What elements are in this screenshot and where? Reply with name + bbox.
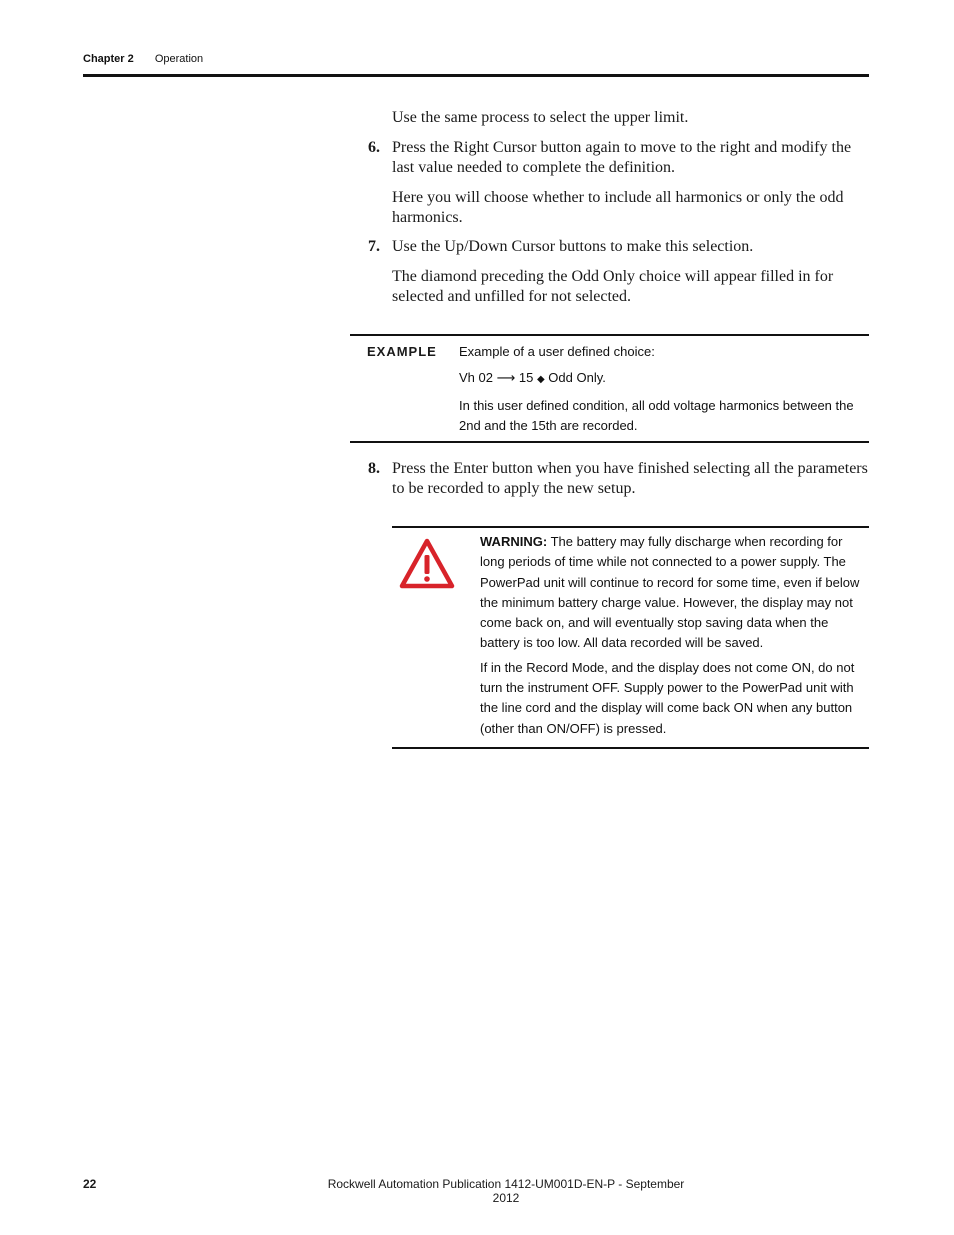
para-harmonics: Here you will choose whether to include all harmonics or only the odd harmonics. — [392, 189, 844, 226]
example-box — [350, 334, 869, 443]
chapter-label: Chapter 2 — [83, 53, 134, 65]
example-line-start: Vh 02 — [459, 370, 493, 385]
warning-box — [392, 526, 869, 749]
running-header — [83, 53, 203, 65]
example-line-end: Odd Only. — [548, 370, 606, 385]
warning-triangle-icon — [399, 538, 455, 590]
header-rule — [83, 74, 869, 77]
step-text: Use the Up/Down Cursor buttons to make this selection. — [392, 238, 754, 255]
example-label: EXAMPLE — [367, 344, 437, 359]
step-text: Press the Enter button when you have finished selecting all the parameters to be recorded to apply the new setup. — [392, 460, 868, 497]
para-diamond: The diamond preceding the Odd Only choice will appear filled in for selected and unfilled for not selected. — [392, 268, 834, 305]
step-text: Press the Right Cursor button again to move to the right and modify the last value needed to complete the definition. — [392, 139, 852, 176]
warning-para-1 — [480, 532, 869, 654]
step-number: 6. — [368, 139, 380, 156]
publication-info: Rockwell Automation Publication 1412-UM001D-EN-P - September 2012 — [327, 1177, 685, 1205]
step-8 — [368, 459, 868, 499]
step-6 — [368, 138, 868, 178]
step-number: 7. — [368, 238, 380, 255]
example-note: In this user defined condition, all odd voltage harmonics between the 2nd and the 15th are recorded. — [459, 398, 854, 433]
section-label: Operation — [154, 53, 204, 65]
step-number: 8. — [368, 460, 380, 477]
arrow-right-icon: ⟶ — [496, 371, 516, 386]
warning-text-1: The battery may fully discharge when recording for long periods of time while not connected to a power supply. The PowerPad unit will continue to record for some time, even if below the minimum battery charge value. However, the display may not come back on, and will eventually stop saving data when the battery is too low. All data recorded will be saved. — [480, 534, 860, 651]
example-content — [459, 342, 869, 442]
warning-content — [480, 532, 869, 743]
page-number: 22 — [83, 1177, 97, 1191]
warning-para-2: If in the Record Mode, and the display does not come ON, do not turn the instrument OFF. Supply power to the PowerPad unit with the line cord and the display will come back ON when any button (other than ON/OFF) is pressed. — [480, 659, 855, 736]
para-upper-limit: Use the same process to select the upper limit. — [392, 109, 689, 126]
example-line-mid: 15 — [518, 370, 534, 385]
example-intro: Example of a user defined choice: — [459, 344, 655, 359]
warning-label: WARNING: — [480, 534, 548, 549]
step-7 — [368, 237, 868, 257]
diamond-icon: ◆ — [536, 374, 545, 385]
example-line — [459, 368, 869, 390]
